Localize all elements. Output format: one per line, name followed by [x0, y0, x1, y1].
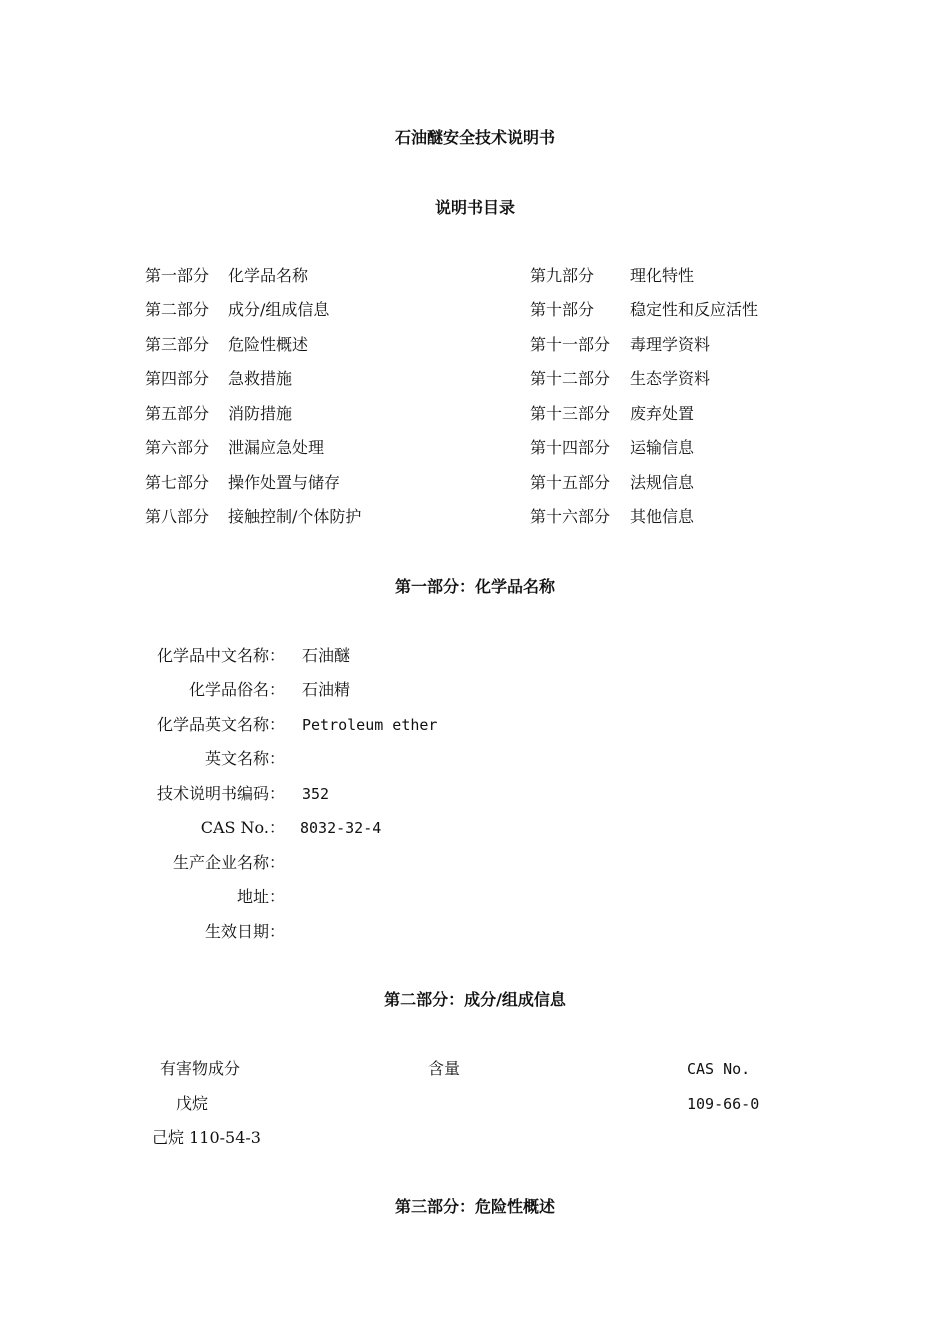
toc-item-name[interactable]: 废弃处置 — [630, 404, 695, 423]
toc-item-number: 第五部分 — [145, 404, 210, 423]
column-header-component: 有害物成分 — [160, 1059, 241, 1078]
field-label: 英文名称： — [204, 749, 285, 768]
field-label: 技术说明书编码： — [156, 784, 285, 803]
toc-item-number: 第十五部分 — [530, 473, 611, 492]
table-row-text: 己烷 110-54-3 — [152, 1128, 261, 1147]
section1-heading: 第一部分：化学品名称 — [394, 577, 555, 596]
field-label: 化学品俗名： — [188, 680, 285, 699]
toc-item-name[interactable]: 稳定性和反应活性 — [630, 300, 759, 319]
toc-item-name[interactable]: 毒理学资料 — [630, 335, 711, 354]
toc-item-number: 第九部分 — [530, 266, 595, 285]
section2-heading: 第二部分：成分/组成信息 — [384, 990, 566, 1009]
field-label: 化学品中文名称： — [156, 646, 285, 665]
field-value: Petroleum ether — [302, 716, 438, 734]
table-cell-component: 戊烷 — [176, 1094, 209, 1113]
column-header-cas: CAS No. — [687, 1060, 751, 1078]
toc-item-name[interactable]: 理化特性 — [630, 266, 695, 285]
toc-item-number: 第十部分 — [530, 300, 595, 319]
toc-heading: 说明书目录 — [434, 198, 515, 217]
field-value: 石油醚 — [302, 646, 351, 665]
toc-item-number: 第十二部分 — [530, 369, 611, 388]
toc-item[interactable] — [145, 266, 209, 286]
toc-item-number: 第十三部分 — [530, 404, 611, 423]
toc-item-number: 第七部分 — [145, 473, 210, 492]
field-label: 化学品英文名称： — [156, 715, 285, 734]
field-label: 地址： — [236, 887, 285, 906]
toc-item-number: 第十四部分 — [530, 438, 611, 457]
section3-heading: 第三部分：危险性概述 — [394, 1197, 555, 1216]
toc-item-name[interactable]: 其他信息 — [630, 507, 695, 526]
toc-item-number: 第三部分 — [145, 335, 210, 354]
toc-item-name[interactable]: 化学品名称 — [228, 266, 309, 285]
toc-item-number: 第一部分 — [145, 266, 210, 285]
field-label: CAS No.： — [200, 818, 285, 837]
toc-item-name[interactable]: 急救措施 — [228, 369, 293, 388]
toc-item-name[interactable]: 泄漏应急处理 — [228, 438, 325, 457]
field-label: 生产企业名称： — [172, 853, 285, 872]
field-value: 石油精 — [302, 680, 351, 699]
field-value: 8032-32-4 — [300, 819, 382, 837]
toc-item-name[interactable]: 生态学资料 — [630, 369, 711, 388]
document-title: 石油醚安全技术说明书 — [394, 128, 555, 147]
toc-item-name[interactable]: 成分/组成信息 — [228, 300, 330, 319]
table-cell-cas: 109-66-0 — [687, 1095, 760, 1113]
toc-item-number: 第八部分 — [145, 507, 210, 526]
column-header-content: 含量 — [428, 1059, 461, 1078]
toc-item-name[interactable]: 操作处置与储存 — [228, 473, 341, 492]
toc-item-number: 第十一部分 — [530, 335, 611, 354]
field-label: 生效日期： — [204, 922, 285, 941]
toc-item-name[interactable]: 运输信息 — [630, 438, 695, 457]
toc-item-number: 第十六部分 — [530, 507, 611, 526]
field-value: 352 — [302, 785, 330, 803]
toc-item-name[interactable]: 危险性概述 — [228, 335, 309, 354]
toc-item-number: 第四部分 — [145, 369, 210, 388]
toc-item-number: 第六部分 — [145, 438, 210, 457]
toc-item-name[interactable]: 法规信息 — [630, 473, 695, 492]
toc-item-name[interactable]: 消防措施 — [228, 404, 293, 423]
toc-item-name[interactable]: 接触控制/个体防护 — [228, 507, 362, 526]
toc-item-number: 第二部分 — [145, 300, 210, 319]
